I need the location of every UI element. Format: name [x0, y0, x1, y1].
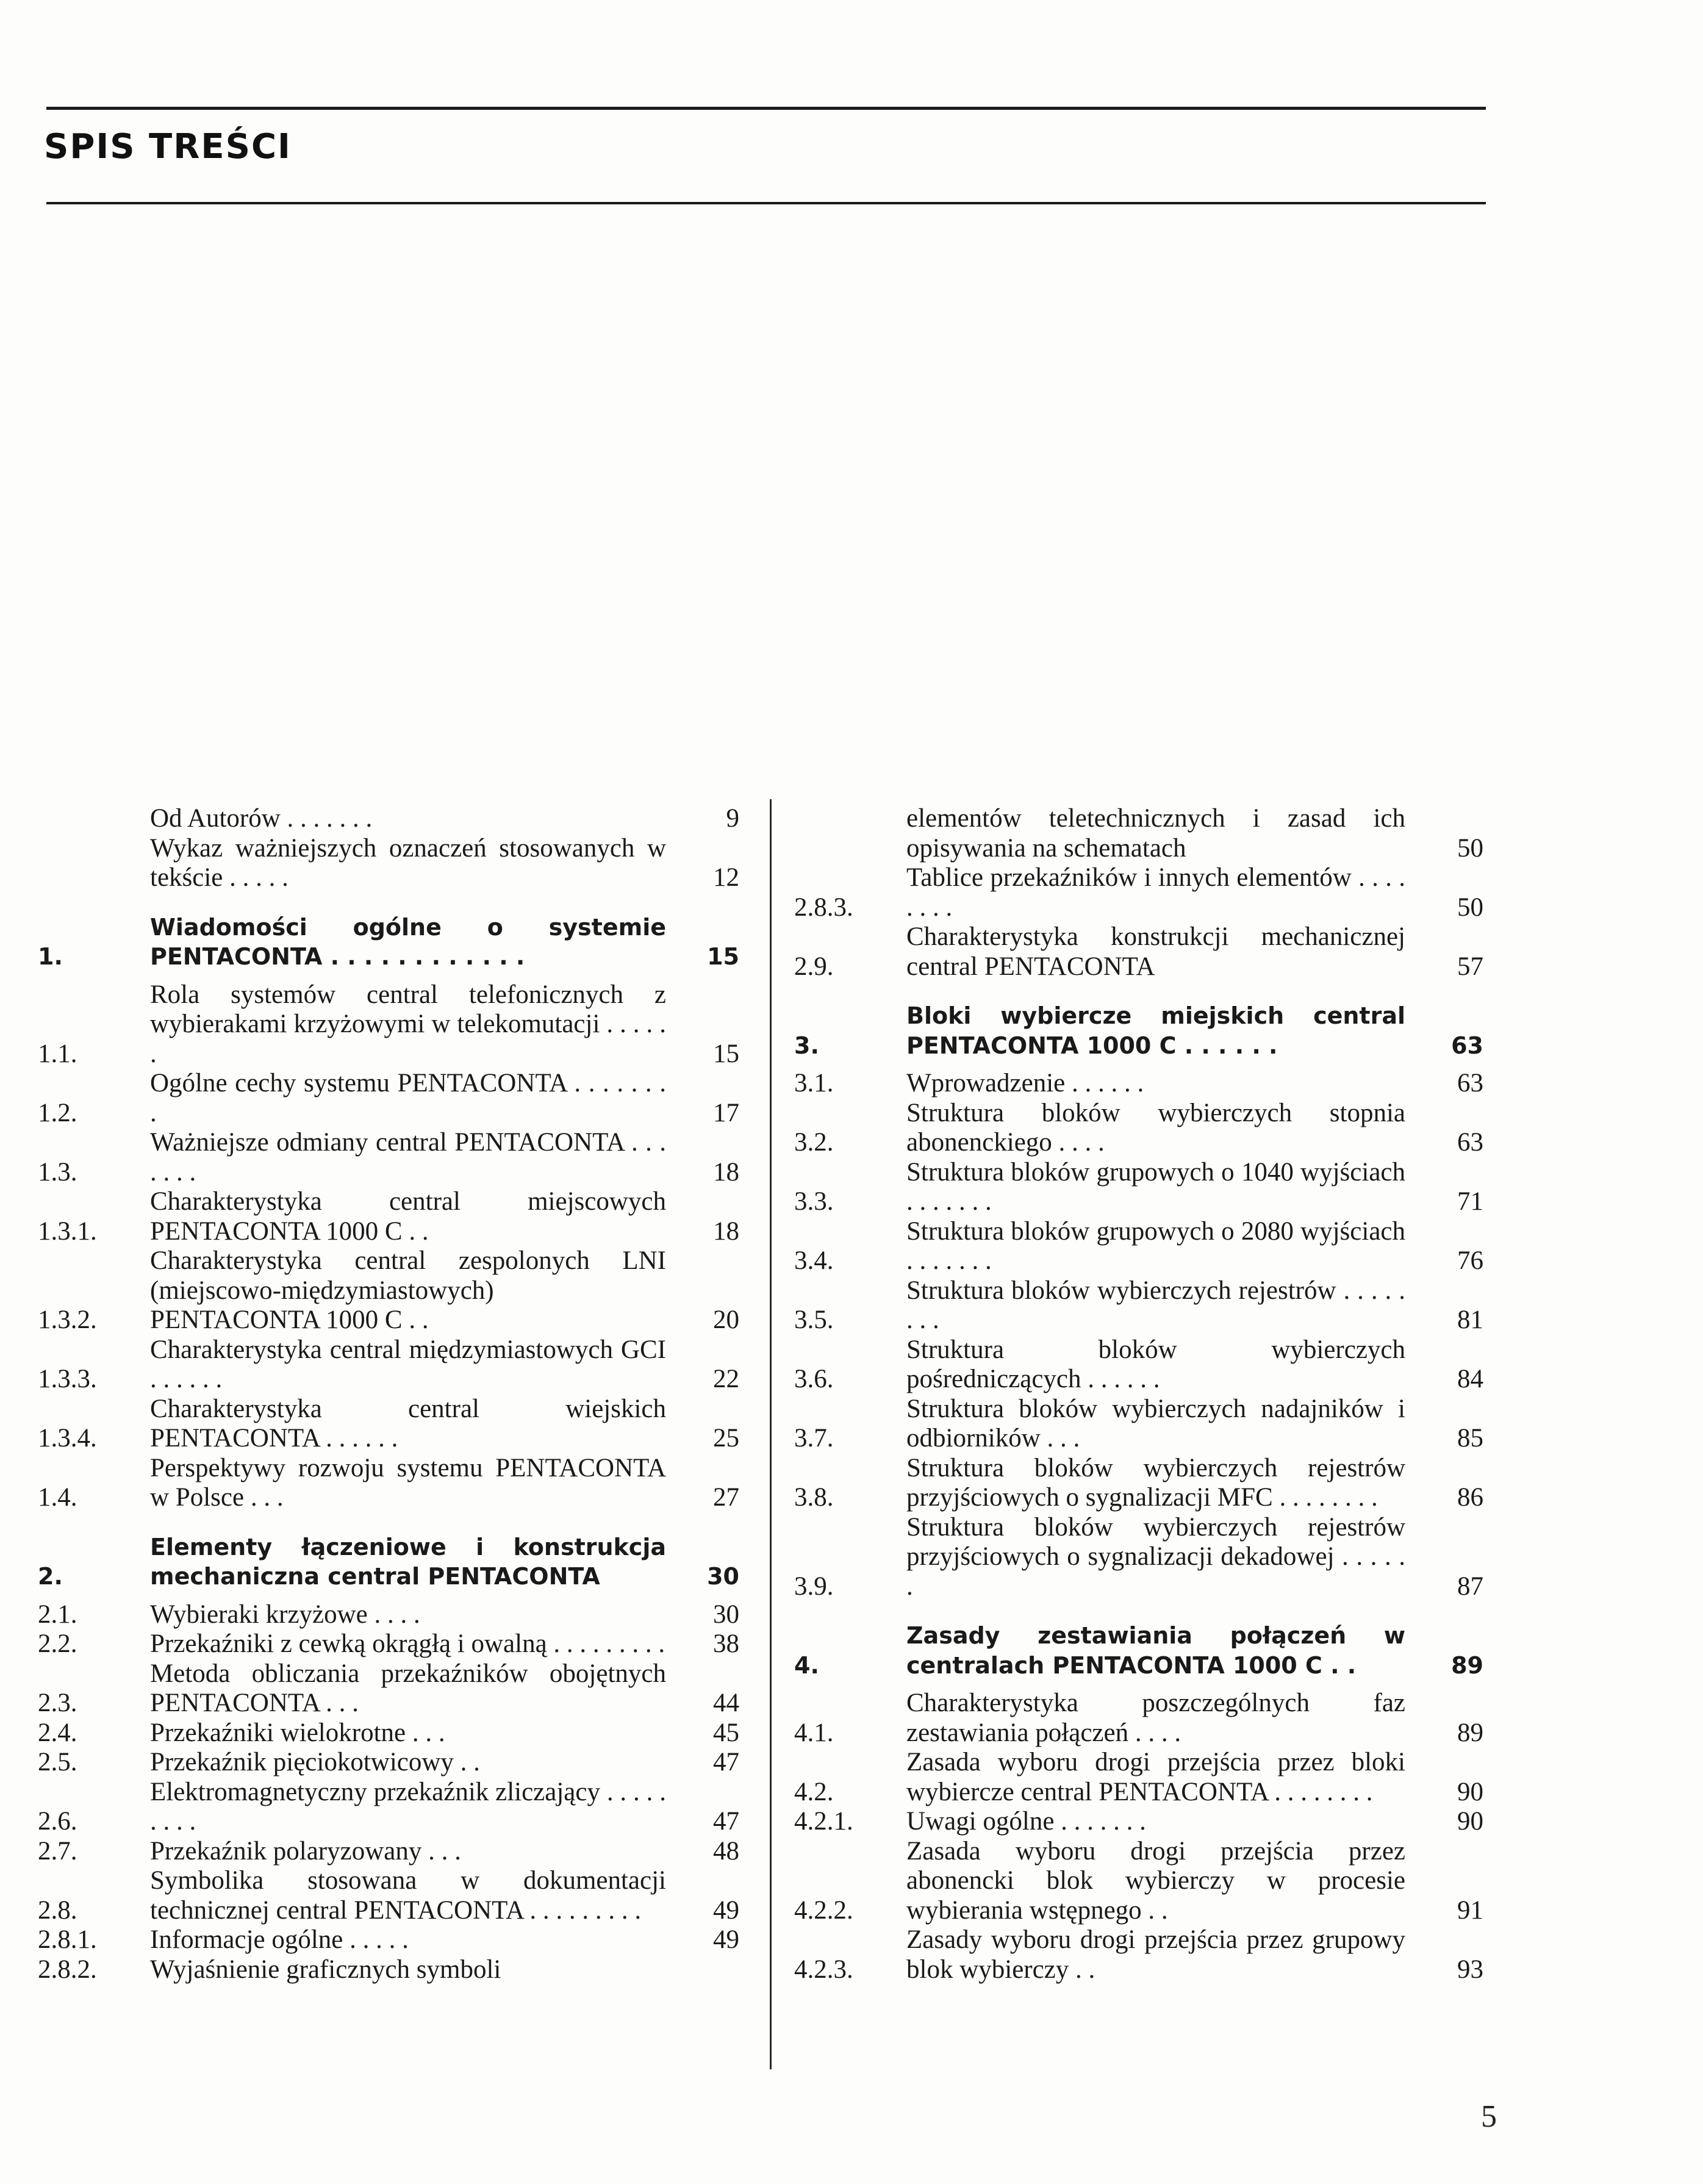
toc-entry-title: Metoda obliczania przekaźników obojętnych PENTACONTA . . . — [150, 1659, 666, 1717]
toc-entry-title: Struktura bloków wybierczych nadajników i odbiorników . . . — [906, 1394, 1405, 1453]
toc-entry-page: 12 — [713, 863, 739, 892]
toc-entry — [38, 1335, 739, 1395]
toc-entry-page: 30 — [713, 1600, 739, 1629]
toc-entry — [38, 1837, 739, 1867]
toc-entry-number: 3.8. — [794, 1483, 834, 1512]
toc-entry — [38, 1659, 739, 1719]
toc-entry-number: 2.9. — [794, 952, 834, 981]
toc-right-column — [794, 804, 1483, 1985]
toc-entry-page: 48 — [713, 1836, 739, 1866]
toc-entry-title: Zasady wyboru drogi przejścia przez grupowy blok wybierczy . . — [906, 1925, 1405, 1984]
toc-entry-number: 1.3.1. — [38, 1216, 97, 1246]
toc-entry — [38, 1246, 739, 1335]
toc-entry-title: elementów teletechnicznych i zasad ich opisywania na schematach — [906, 804, 1405, 863]
toc-entry-title: Struktura bloków grupowych o 2080 wyjściach . . . . . . . — [906, 1216, 1405, 1275]
toc-entry — [38, 913, 739, 972]
toc-entry-page: 50 — [1457, 893, 1483, 922]
toc-entry-page: 63 — [1457, 1069, 1483, 1097]
toc-entry-title: Struktura bloków wybierczych rejestrów przyjściowych o sygnalizacji dekadowej . . . . . . — [906, 1512, 1405, 1601]
toc-entry-page: 86 — [1457, 1483, 1483, 1512]
toc-left-column — [38, 804, 739, 1985]
toc-entry — [794, 1276, 1483, 1335]
toc-entry — [38, 1069, 739, 1128]
toc-entry-number: 2.7. — [38, 1836, 77, 1866]
toc-entry-page: 18 — [713, 1157, 739, 1187]
toc-entry — [794, 1925, 1483, 1985]
toc-entry-title: Charakterystyka central wiejskich PENTACONTA . . . . . . — [150, 1394, 666, 1453]
toc-entry-number: 2.8.2. — [38, 1955, 97, 1984]
toc-entry-number: 1.3.4. — [38, 1424, 97, 1453]
toc-entry-title: Struktura bloków wybierczych rejestrów przyjściowych o sygnalizacji MFC . . . . . . . . — [906, 1453, 1405, 1512]
toc-entry-number: 2.8.3. — [794, 893, 853, 922]
toc-entry-title: Elementy łączeniowe i konstrukcja mechaniczna central PENTACONTA — [150, 1533, 666, 1590]
toc-entry-number: 1.4. — [38, 1483, 77, 1512]
toc-entry — [38, 1600, 739, 1630]
toc-entry-number: 3.6. — [794, 1365, 834, 1393]
title-underline-rule — [46, 202, 1486, 204]
page-number: 5 — [1481, 2099, 1497, 2134]
toc-entry-number: 2.8.1. — [38, 1925, 97, 1954]
toc-entry-page: 84 — [1457, 1365, 1483, 1393]
toc-entry — [794, 922, 1483, 982]
toc-entry — [794, 1335, 1483, 1395]
toc-entry-number: 3.4. — [794, 1246, 834, 1275]
toc-entry-title: Przekaźnik polaryzowany . . . — [150, 1836, 461, 1866]
toc-entry-number: 4. — [794, 1651, 819, 1679]
toc-entry-title: Uwagi ogólne . . . . . . . — [906, 1807, 1146, 1836]
toc-entry-title: Perspektywy rozwoju systemu PENTACONTA w Polsce . . . — [150, 1453, 666, 1512]
toc-entry-page: 57 — [1457, 952, 1483, 981]
toc-entry-page: 47 — [713, 1748, 739, 1776]
toc-entry-number: 2.6. — [38, 1807, 77, 1836]
toc-entry — [38, 980, 739, 1069]
toc-entry — [38, 1866, 739, 1925]
toc-entry-page: 15 — [713, 1039, 739, 1068]
toc-entry — [38, 804, 739, 834]
toc-entry-title: Charakterystyka central miejscowych PENTACONTA 1000 C . . — [150, 1187, 666, 1246]
toc-entry-page: 25 — [713, 1424, 739, 1453]
toc-entry-page: 49 — [713, 1925, 739, 1954]
toc-entry-number: 1.3. — [38, 1157, 77, 1187]
toc-entry-title: Symbolika stosowana w dokumentacji technicznej central PENTACONTA . . . . . . . . . — [150, 1866, 666, 1925]
toc-entry-page: 30 — [707, 1563, 739, 1590]
toc-entry — [38, 1719, 739, 1748]
toc-entry-title: Bloki wybiercze miejskich central PENTACONTA 1000 C . . . . . . — [906, 1002, 1405, 1059]
toc-entry-number: 1. — [38, 943, 63, 970]
toc-entry — [38, 1128, 739, 1187]
toc-entry-page: 9 — [726, 804, 739, 833]
toc-entry — [38, 1395, 739, 1454]
toc-entry — [794, 1158, 1483, 1217]
toc-entry-number: 2.3. — [38, 1689, 77, 1717]
toc-entry-title: Charakterystyka konstrukcji mechanicznej central PENTACONTA — [906, 922, 1405, 981]
toc-entry-number: 4.2.3. — [794, 1955, 853, 1984]
toc-entry-page: 15 — [707, 943, 739, 970]
toc-entry — [794, 1217, 1483, 1276]
toc-entry-number: 4.1. — [794, 1718, 834, 1747]
toc-entry — [38, 1955, 739, 1985]
toc-entry — [794, 1513, 1483, 1602]
toc-entry — [794, 1395, 1483, 1454]
toc-entry-title: Przekaźnik pięciokotwicowy . . — [150, 1748, 480, 1776]
toc-entry-title: Rola systemów central telefonicznych z wybierakami krzyżowymi w telekomutacji . . . . . . — [150, 980, 666, 1068]
toc-entry — [794, 1807, 1483, 1837]
toc-entry-number: 3.2. — [794, 1128, 834, 1157]
toc-entry-number: 3.3. — [794, 1187, 834, 1216]
toc-entry-number: 3.5. — [794, 1306, 834, 1334]
toc-entry-title: Struktura bloków grupowych o 1040 wyjściach . . . . . . . — [906, 1157, 1405, 1216]
toc-entry-page: 76 — [1457, 1246, 1483, 1275]
toc-entry — [38, 1454, 739, 1513]
toc-entry-number: 2. — [38, 1563, 63, 1590]
toc-entry-page: 93 — [1457, 1955, 1483, 1984]
toc-entry-title: Zasada wyboru drogi przejścia przez bloki wybiercze central PENTACONTA . . . . . . . . — [906, 1748, 1405, 1806]
toc-entry — [38, 834, 739, 893]
toc-entry-page: 87 — [1457, 1572, 1483, 1601]
toc-entry — [38, 1629, 739, 1659]
toc-entry-title: Zasada wyboru drogi przejścia przez abonencki blok wybierczy w procesie wybierania wstępnego . . — [906, 1836, 1405, 1925]
toc-entry-number: 4.2.1. — [794, 1807, 853, 1836]
toc-entry-title: Ważniejsze odmiany central PENTACONTA . . . . . . . — [150, 1128, 666, 1187]
toc-entry-title: Wybieraki krzyżowe . . . . — [150, 1600, 420, 1629]
toc-entry-title: Wyjaśnienie graficznych symboli — [150, 1955, 501, 1984]
toc-entry-number: 4.2. — [794, 1777, 834, 1806]
toc-entry — [794, 804, 1483, 863]
toc-entry-number: 3. — [794, 1032, 819, 1059]
toc-entry-title: Elektromagnetyczny przekaźnik zliczający . . . . . . . . . — [150, 1777, 666, 1836]
toc-entry-title: Charakterystyka poszczególnych faz zestawiania połączeń . . . . — [906, 1689, 1405, 1747]
toc-entry-number: 4.2.2. — [794, 1895, 853, 1925]
toc-entry-title: Przekaźniki z cewką okrągłą i owalną . . . . . . . . . — [150, 1629, 665, 1658]
toc-entry-page: 44 — [713, 1689, 739, 1717]
toc-entry-number: 1.1. — [38, 1039, 77, 1068]
toc-entry-page: 63 — [1457, 1128, 1483, 1157]
toc-entry-title: Struktura bloków wybierczych pośredniczących . . . . . . — [906, 1335, 1405, 1393]
toc-entry-page: 89 — [1451, 1651, 1483, 1679]
toc-entry — [794, 1837, 1483, 1926]
toc-entry-page: 22 — [713, 1365, 739, 1393]
toc-entry-page: 45 — [713, 1718, 739, 1747]
toc-entry-number: 2.5. — [38, 1748, 77, 1776]
toc-entry — [794, 1099, 1483, 1158]
toc-entry-page: 71 — [1457, 1187, 1483, 1216]
toc-entry-page: 49 — [713, 1895, 739, 1925]
toc-entry-number: 2.2. — [38, 1629, 77, 1658]
toc-entry-title: Charakterystyka central zespolonych LNI (miejscowo-międzymiastowych) PENTACONTA 1000 C . . — [150, 1246, 666, 1334]
toc-entry — [794, 1001, 1483, 1060]
page-title: SPIS TREŚCI — [44, 127, 292, 167]
toc-entry — [38, 1532, 739, 1592]
top-rule — [46, 107, 1486, 110]
toc-entry-title: Wprowadzenie . . . . . . — [906, 1069, 1144, 1097]
toc-entry-number: 3.9. — [794, 1572, 834, 1601]
toc-entry-number: 2.4. — [38, 1718, 77, 1747]
toc-entry — [794, 1748, 1483, 1807]
toc-entry-page: 90 — [1457, 1807, 1483, 1836]
column-divider — [770, 799, 772, 2069]
toc-entry-title: Tablice przekaźników i innych elementów . . . . . . . . — [906, 863, 1405, 922]
toc-entry — [38, 1778, 739, 1837]
toc-entry-number: 3.7. — [794, 1424, 834, 1453]
toc-entry-number: 2.1. — [38, 1600, 77, 1629]
toc-entry — [38, 1925, 739, 1955]
toc-entry-page: 81 — [1457, 1306, 1483, 1334]
toc-entry-page: 85 — [1457, 1424, 1483, 1453]
toc-entry-title: Wiadomości ogólne o systemie PENTACONTA . . . . . . . . . . . . — [150, 913, 666, 970]
toc-entry-page: 38 — [713, 1629, 739, 1658]
toc-entry-page: 63 — [1451, 1032, 1483, 1059]
toc-entry-page: 20 — [713, 1306, 739, 1334]
toc-entry-page: 18 — [713, 1216, 739, 1246]
toc-entry — [794, 1069, 1483, 1099]
toc-entry-page: 50 — [1457, 833, 1483, 863]
toc-entry-page: 91 — [1457, 1895, 1483, 1925]
toc-entry-number: 1.2. — [38, 1098, 77, 1127]
toc-entry — [794, 1689, 1483, 1748]
toc-entry-number: 2.8. — [38, 1895, 77, 1925]
toc-entry-title: Struktura bloków wybierczych stopnia abonenckiego . . . . — [906, 1098, 1405, 1157]
toc-entry — [38, 1187, 739, 1246]
toc-entry-page: 17 — [713, 1098, 739, 1127]
toc-entry-page: 47 — [713, 1807, 739, 1836]
toc-entry-page: 27 — [713, 1483, 739, 1512]
toc-entry-page: 89 — [1457, 1718, 1483, 1747]
toc-entry — [794, 1454, 1483, 1513]
toc-entry-page: 90 — [1457, 1777, 1483, 1806]
toc-entry — [794, 863, 1483, 922]
toc-entry-title: Zasady zestawiania połączeń w centralach PENTACONTA 1000 C . . — [906, 1622, 1405, 1679]
toc-entry-title: Wykaz ważniejszych oznaczeń stosowanych w tekście . . . . . — [150, 833, 666, 892]
toc-entry-title: Informacje ogólne . . . . . — [150, 1925, 409, 1954]
toc-entry-title: Struktura bloków wybierczych rejestrów . . . . . . . . — [906, 1276, 1405, 1334]
toc-entry-title: Ogólne cechy systemu PENTACONTA . . . . . . . . — [150, 1069, 666, 1127]
toc-entry — [38, 1748, 739, 1778]
toc-entry-number: 1.3.3. — [38, 1365, 97, 1393]
toc-entry-title: Przekaźniki wielokrotne . . . — [150, 1718, 445, 1747]
toc-entry-title: Charakterystyka central międzymiastowych GCI . . . . . . — [150, 1335, 666, 1393]
toc-entry-number: 1.3.2. — [38, 1306, 97, 1334]
toc-entry-number: 3.1. — [794, 1069, 834, 1097]
toc-entry-title: Od Autorów . . . . . . . — [150, 804, 373, 833]
toc-entry — [794, 1621, 1483, 1680]
